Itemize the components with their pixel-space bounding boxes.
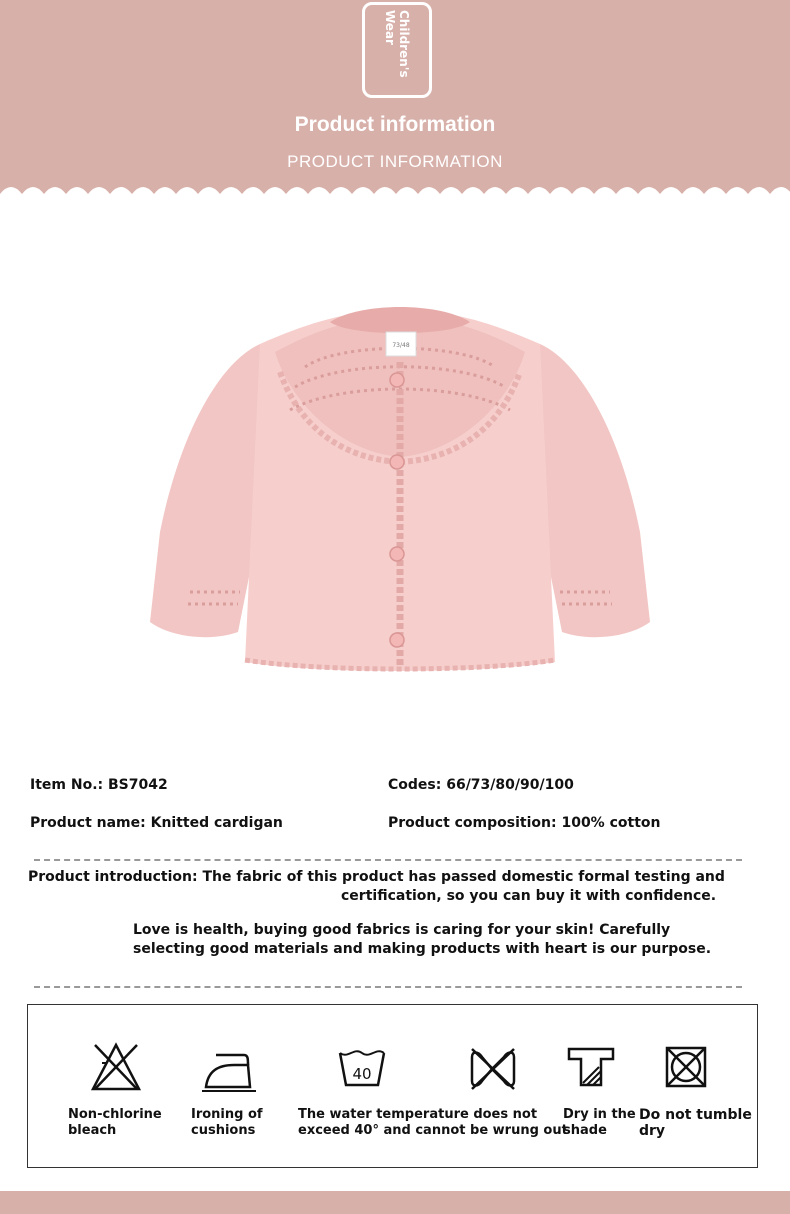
product-image: [140, 292, 660, 682]
logo-line-2: Wear: [383, 10, 397, 45]
logo-line-1: Children's: [397, 10, 411, 78]
product-name: Product name: Knitted cardigan: [30, 815, 283, 831]
care-instructions: [27, 1004, 758, 1168]
wash-temperature: 40: [352, 1065, 372, 1083]
statement-line-2: selecting good materials and making products with heart is our purpose.: [133, 941, 712, 957]
do-not-tumble-dry-icon: [664, 1045, 708, 1089]
brand-statement: [133, 921, 773, 959]
product-composition: Product composition: 100% cotton: [388, 815, 661, 831]
product-introduction: [28, 868, 768, 906]
care-label-bleach: Non-chlorine bleach: [68, 1107, 162, 1138]
wash-40-icon: [336, 1045, 388, 1089]
iron-icon: [198, 1043, 258, 1093]
page-title: Product information: [294, 113, 496, 136]
non-chlorine-bleach-icon: [90, 1041, 142, 1093]
footer-bar: [0, 1191, 790, 1214]
divider: [34, 986, 742, 988]
care-label-iron: Ironing of cushions: [191, 1107, 263, 1138]
do-not-wring-icon: [468, 1045, 518, 1093]
brand-logo: [362, 2, 432, 98]
divider: [34, 859, 742, 861]
dry-in-shade-icon: [565, 1045, 617, 1089]
header-banner: [0, 0, 790, 200]
size-tag: 73/48: [392, 342, 410, 349]
size-codes: Codes: 66/73/80/90/100: [388, 777, 574, 793]
item-number: Item No.: BS7042: [30, 777, 168, 793]
intro-line-1: Product introduction: The fabric of this product has passed domestic formal testing and: [28, 869, 725, 885]
care-label-tumble: Do not tumble dry: [639, 1107, 752, 1139]
page-subtitle: PRODUCT INFORMATION: [287, 152, 503, 171]
care-label-shade: Dry in the shade: [563, 1107, 636, 1138]
scallop-edge: [0, 184, 790, 204]
collar: [330, 307, 470, 333]
intro-line-2: certification, so you can buy it with confidence.: [341, 888, 717, 904]
care-label-wash: The water temperature does not exceed 40° and cannot be wrung out: [298, 1107, 568, 1138]
statement-line-1: Love is health, buying good fabrics is caring for your skin! Carefully: [133, 922, 671, 938]
